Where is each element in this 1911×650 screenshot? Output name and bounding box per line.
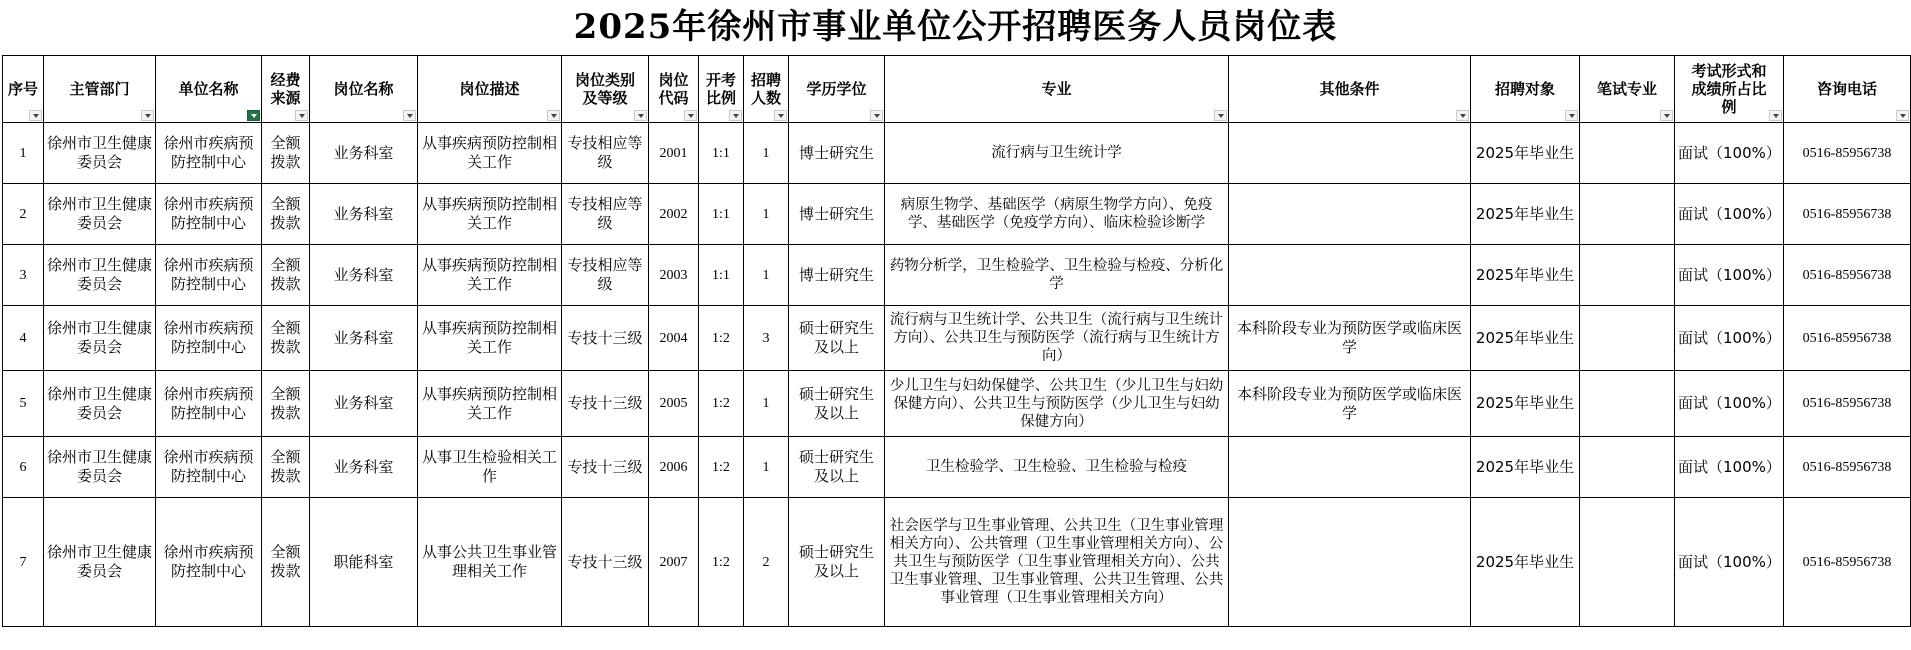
cell-post-name: 业务科室 xyxy=(310,306,418,371)
cell-written-major xyxy=(1580,437,1675,498)
cell-major: 病原生物学、基础医学（病原生物学方向）、免疫学、基础医学（免疫学方向）、临床检验诊断学 xyxy=(885,184,1229,245)
cell-post-desc: 从事疾病预防控制相关工作 xyxy=(418,123,562,184)
cell-education: 硕士研究生及以上 xyxy=(789,371,885,437)
header-label: 岗位描述 xyxy=(459,80,520,98)
column-header-post-category xyxy=(562,56,649,123)
table-row xyxy=(3,498,1911,627)
cell-other-conditions xyxy=(1229,245,1471,306)
cell-count: 2 xyxy=(744,498,789,627)
filter-dropdown-icon[interactable] xyxy=(774,110,787,121)
header-label: 笔试专业 xyxy=(1596,80,1657,98)
table-row xyxy=(3,123,1911,184)
cell-ratio: 1:1 xyxy=(699,184,744,245)
cell-exam-form: 面试（100%） xyxy=(1675,498,1784,627)
cell-target: 2025年毕业生 xyxy=(1471,245,1580,306)
cell-other-conditions: 本科阶段专业为预防医学或临床医学 xyxy=(1229,371,1471,437)
header-label: 岗位 xyxy=(658,71,689,89)
cell-target: 2025年毕业生 xyxy=(1471,498,1580,627)
cell-seq: 2 xyxy=(3,184,44,245)
cell-post-category: 专技相应等级 xyxy=(562,123,649,184)
cell-unit: 徐州市疾病预防控制中心 xyxy=(156,437,262,498)
cell-target: 2025年毕业生 xyxy=(1471,371,1580,437)
cell-post-name: 业务科室 xyxy=(310,123,418,184)
cell-ratio: 1:2 xyxy=(699,437,744,498)
cell-ratio: 1:1 xyxy=(699,245,744,306)
column-header-post-desc xyxy=(418,56,562,123)
cell-count: 1 xyxy=(744,437,789,498)
column-header-education xyxy=(789,56,885,123)
cell-major: 卫生检验学、卫生检验、卫生检验与检疫 xyxy=(885,437,1229,498)
cell-phone: 0516-85956738 xyxy=(1784,437,1911,498)
cell-exam-form: 面试（100%） xyxy=(1675,437,1784,498)
column-header-exam-form xyxy=(1675,56,1784,123)
filter-active-icon[interactable] xyxy=(247,110,260,121)
cell-post-category: 专技十三级 xyxy=(562,306,649,371)
cell-post-name: 业务科室 xyxy=(310,371,418,437)
cell-ratio: 1:2 xyxy=(699,498,744,627)
filter-dropdown-icon[interactable] xyxy=(1660,110,1673,121)
cell-target: 2025年毕业生 xyxy=(1471,184,1580,245)
cell-funding: 全额拨款 xyxy=(262,371,310,437)
cell-education: 博士研究生 xyxy=(789,245,885,306)
header-label: 其他条件 xyxy=(1319,80,1380,98)
cell-education: 硕士研究生及以上 xyxy=(789,306,885,371)
cell-other-conditions xyxy=(1229,123,1471,184)
column-header-dept xyxy=(44,56,156,123)
cell-dept: 徐州市卫生健康委员会 xyxy=(44,498,156,627)
cell-exam-form: 面试（100%） xyxy=(1675,123,1784,184)
header-label: 比例 xyxy=(705,89,736,107)
cell-written-major xyxy=(1580,306,1675,371)
filter-dropdown-icon[interactable] xyxy=(684,110,697,121)
cell-written-major xyxy=(1580,245,1675,306)
table-row xyxy=(3,306,1911,371)
header-label: 人数 xyxy=(750,89,781,107)
cell-dept: 徐州市卫生健康委员会 xyxy=(44,123,156,184)
header-label: 咨询电话 xyxy=(1816,80,1877,98)
cell-dept: 徐州市卫生健康委员会 xyxy=(44,437,156,498)
cell-seq: 3 xyxy=(3,245,44,306)
filter-dropdown-icon[interactable] xyxy=(870,110,883,121)
column-header-unit xyxy=(156,56,262,123)
filter-dropdown-icon[interactable] xyxy=(29,110,42,121)
cell-post-code: 2001 xyxy=(649,123,699,184)
cell-post-desc: 从事疾病预防控制相关工作 xyxy=(418,371,562,437)
cell-written-major xyxy=(1580,498,1675,627)
filter-dropdown-icon[interactable] xyxy=(403,110,416,121)
cell-funding: 全额拨款 xyxy=(262,245,310,306)
header-label: 招聘 xyxy=(750,71,781,89)
filter-dropdown-icon[interactable] xyxy=(729,110,742,121)
column-header-other-conditions xyxy=(1229,56,1471,123)
filter-dropdown-icon[interactable] xyxy=(1896,110,1909,121)
header-label: 主管部门 xyxy=(69,80,130,98)
column-header-ratio xyxy=(699,56,744,123)
cell-post-code: 2003 xyxy=(649,245,699,306)
column-header-funding xyxy=(262,56,310,123)
header-label: 代码 xyxy=(658,89,689,107)
cell-seq: 4 xyxy=(3,306,44,371)
filter-dropdown-icon[interactable] xyxy=(1565,110,1578,121)
column-header-written-major xyxy=(1580,56,1675,123)
filter-dropdown-icon[interactable] xyxy=(1214,110,1227,121)
cell-post-name: 业务科室 xyxy=(310,437,418,498)
cell-seq: 6 xyxy=(3,437,44,498)
cell-post-category: 专技十三级 xyxy=(562,437,649,498)
cell-post-name: 业务科室 xyxy=(310,184,418,245)
cell-unit: 徐州市疾病预防控制中心 xyxy=(156,123,262,184)
column-header-phone xyxy=(1784,56,1911,123)
cell-major: 流行病与卫生统计学 xyxy=(885,123,1229,184)
cell-post-desc: 从事疾病预防控制相关工作 xyxy=(418,245,562,306)
cell-ratio: 1:1 xyxy=(699,123,744,184)
cell-post-category: 专技十三级 xyxy=(562,498,649,627)
cell-post-desc: 从事疾病预防控制相关工作 xyxy=(418,306,562,371)
header-label: 开考 xyxy=(705,71,736,89)
cell-education: 博士研究生 xyxy=(789,123,885,184)
cell-exam-form: 面试（100%） xyxy=(1675,184,1784,245)
cell-count: 3 xyxy=(744,306,789,371)
cell-education: 硕士研究生及以上 xyxy=(789,437,885,498)
cell-written-major xyxy=(1580,184,1675,245)
cell-education: 硕士研究生及以上 xyxy=(789,498,885,627)
cell-phone: 0516-85956738 xyxy=(1784,498,1911,627)
header-label: 及等级 xyxy=(582,89,628,107)
column-header-post-name xyxy=(310,56,418,123)
cell-funding: 全额拨款 xyxy=(262,306,310,371)
cell-other-conditions xyxy=(1229,184,1471,245)
cell-dept: 徐州市卫生健康委员会 xyxy=(44,306,156,371)
column-header-seq xyxy=(3,56,44,123)
cell-other-conditions: 本科阶段专业为预防医学或临床医学 xyxy=(1229,306,1471,371)
cell-major: 社会医学与卫生事业管理、公共卫生（卫生事业管理相关方向）、公共管理（卫生事业管理相关方向）、公共卫生与预防医学（卫生事业管理相关方向）、公共卫生事业管理、卫生事业管理、公共卫生管理、公共事业管理（卫生事业管理相关方向） xyxy=(885,498,1229,627)
header-label: 专业 xyxy=(1041,80,1072,98)
cell-seq: 5 xyxy=(3,371,44,437)
filter-dropdown-icon[interactable] xyxy=(1456,110,1469,121)
filter-dropdown-icon[interactable] xyxy=(547,110,560,121)
cell-target: 2025年毕业生 xyxy=(1471,306,1580,371)
cell-phone: 0516-85956738 xyxy=(1784,245,1911,306)
table-row xyxy=(3,437,1911,498)
cell-post-desc: 从事疾病预防控制相关工作 xyxy=(418,184,562,245)
cell-post-code: 2002 xyxy=(649,184,699,245)
cell-unit: 徐州市疾病预防控制中心 xyxy=(156,245,262,306)
header-label: 学历学位 xyxy=(806,80,867,98)
cell-exam-form: 面试（100%） xyxy=(1675,371,1784,437)
cell-count: 1 xyxy=(744,184,789,245)
filter-dropdown-icon[interactable] xyxy=(634,110,647,121)
cell-dept: 徐州市卫生健康委员会 xyxy=(44,184,156,245)
cell-major: 流行病与卫生统计学、公共卫生（流行病与卫生统计方向）、公共卫生与预防医学（流行病与卫生统计方向） xyxy=(885,306,1229,371)
filter-dropdown-icon[interactable] xyxy=(295,110,308,121)
cell-major: 少儿卫生与妇幼保健学、公共卫生（少儿卫生与妇幼保健方向）、公共卫生与预防医学（少儿卫生与妇幼保健方向） xyxy=(885,371,1229,437)
cell-seq: 1 xyxy=(3,123,44,184)
cell-count: 1 xyxy=(744,371,789,437)
header-row xyxy=(3,56,1911,123)
filter-dropdown-icon[interactable] xyxy=(141,110,154,121)
column-header-post-code xyxy=(649,56,699,123)
cell-post-desc: 从事卫生检验相关工作 xyxy=(418,437,562,498)
page-title: 2025年徐州市事业单位公开招聘医务人员岗位表 xyxy=(573,7,1338,47)
cell-funding: 全额拨款 xyxy=(262,184,310,245)
cell-unit: 徐州市疾病预防控制中心 xyxy=(156,498,262,627)
header-label: 岗位类别 xyxy=(574,71,635,89)
cell-post-code: 2005 xyxy=(649,371,699,437)
column-header-count xyxy=(744,56,789,123)
header-label: 例 xyxy=(1721,98,1737,116)
cell-phone: 0516-85956738 xyxy=(1784,371,1911,437)
cell-written-major xyxy=(1580,123,1675,184)
cell-exam-form: 面试（100%） xyxy=(1675,245,1784,306)
cell-post-code: 2007 xyxy=(649,498,699,627)
table-body xyxy=(3,123,1911,627)
cell-other-conditions xyxy=(1229,437,1471,498)
cell-phone: 0516-85956738 xyxy=(1784,123,1911,184)
table-row xyxy=(3,184,1911,245)
cell-count: 1 xyxy=(744,245,789,306)
header-label: 成绩所占比 xyxy=(1691,80,1767,98)
cell-post-category: 专技相应等级 xyxy=(562,245,649,306)
table-row xyxy=(3,245,1911,306)
cell-other-conditions xyxy=(1229,498,1471,627)
filter-dropdown-icon[interactable] xyxy=(1769,110,1782,121)
header-label: 岗位名称 xyxy=(333,80,394,98)
cell-target: 2025年毕业生 xyxy=(1471,123,1580,184)
cell-post-category: 专技相应等级 xyxy=(562,184,649,245)
cell-major: 药物分析学，卫生检验学、卫生检验与检疫、分析化学 xyxy=(885,245,1229,306)
cell-unit: 徐州市疾病预防控制中心 xyxy=(156,371,262,437)
cell-written-major xyxy=(1580,371,1675,437)
cell-dept: 徐州市卫生健康委员会 xyxy=(44,371,156,437)
positions-table xyxy=(2,55,1911,627)
cell-education: 博士研究生 xyxy=(789,184,885,245)
cell-post-name: 职能科室 xyxy=(310,498,418,627)
header-label: 序号 xyxy=(7,80,38,98)
header-label: 考试形式和 xyxy=(1691,62,1767,80)
cell-phone: 0516-85956738 xyxy=(1784,306,1911,371)
cell-funding: 全额拨款 xyxy=(262,123,310,184)
cell-count: 1 xyxy=(744,123,789,184)
cell-post-code: 2004 xyxy=(649,306,699,371)
cell-exam-form: 面试（100%） xyxy=(1675,306,1784,371)
header-label: 单位名称 xyxy=(178,80,239,98)
cell-funding: 全额拨款 xyxy=(262,498,310,627)
column-header-major xyxy=(885,56,1229,123)
cell-unit: 徐州市疾病预防控制中心 xyxy=(156,184,262,245)
cell-phone: 0516-85956738 xyxy=(1784,184,1911,245)
header-label: 经费 xyxy=(270,71,301,89)
header-label: 来源 xyxy=(270,89,301,107)
cell-post-desc: 从事公共卫生事业管理相关工作 xyxy=(418,498,562,627)
cell-post-category: 专技十三级 xyxy=(562,371,649,437)
cell-ratio: 1:2 xyxy=(699,371,744,437)
cell-unit: 徐州市疾病预防控制中心 xyxy=(156,306,262,371)
cell-seq: 7 xyxy=(3,498,44,627)
cell-post-code: 2006 xyxy=(649,437,699,498)
cell-post-name: 业务科室 xyxy=(310,245,418,306)
cell-ratio: 1:2 xyxy=(699,306,744,371)
column-header-target xyxy=(1471,56,1580,123)
header-label: 招聘对象 xyxy=(1494,80,1555,98)
cell-target: 2025年毕业生 xyxy=(1471,437,1580,498)
table-row xyxy=(3,371,1911,437)
cell-dept: 徐州市卫生健康委员会 xyxy=(44,245,156,306)
cell-funding: 全额拨款 xyxy=(262,437,310,498)
